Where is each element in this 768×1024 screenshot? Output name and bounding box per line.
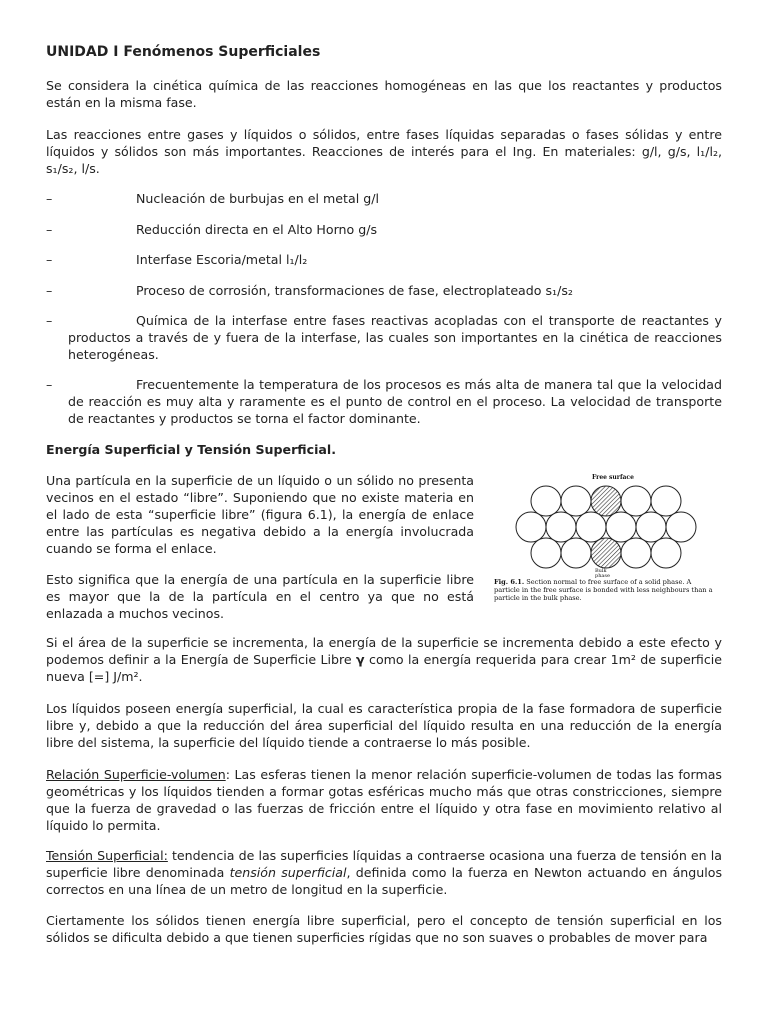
figure-number: Fig. 6.1. xyxy=(494,578,525,586)
text-italic: tensión superficial xyxy=(229,865,347,880)
list-item-text: Química de la interfase entre fases reactivas acopladas con el transporte de reactantes y productos a través de y fuera de la interfase, las cuales son importantes en la cinética de reacciones heterogéneas. xyxy=(68,313,722,362)
paragraph-free-particle: Una partícula en la superficie de un líquido o un sólido no presenta vecinos en el estado “libre”. Suponiendo que no existe materia en el lado de esta “superficie libre” (figura 6.1), la energía de enlace entre las partículas es negativa debido a la energía involucrada cuando se forma el enlace. xyxy=(46,473,474,556)
phase-label: phase xyxy=(595,573,610,578)
paragraph-liquids: Los líquidos poseen energía superficial, la cual es característica propia de la fase formadora de superficie libre y, debido a que la reducción del área superficial del líquido resulta en una reducción de la energía libre del sistema, la superficie del líquido tiende a contraerse lo más posible. xyxy=(46,701,722,750)
section-heading: Energía Superficial y Tensión Superficial. xyxy=(46,442,337,457)
list-item xyxy=(46,312,722,363)
bullet-dash: – xyxy=(46,252,53,267)
paragraph-intro: Se considera la cinética química de las reacciones homogéneas en las que los reactantes y productos están en la misma fase. xyxy=(46,78,722,110)
paragraph-surface-volume xyxy=(46,766,722,834)
gamma-symbol: γ xyxy=(356,652,365,667)
list-item xyxy=(46,251,722,268)
bullet-dash: – xyxy=(46,222,53,237)
paragraph-energy-particle: Esto significa que la energía de una partícula en la superficie libre es mayor que la de la partícula en el centro ya que no está enlazada a muchos vecinos. xyxy=(46,572,474,621)
bullet-dash: – xyxy=(46,283,53,298)
bullet-dash: – xyxy=(46,313,53,328)
list-item-text: Reducción directa en el Alto Horno g/s xyxy=(136,222,378,237)
paragraph-free-energy xyxy=(46,634,722,685)
list-item xyxy=(46,376,722,427)
term-surface-tension: Tensión Superficial: xyxy=(46,848,168,863)
term-surface-volume: Relación Superficie-volumen xyxy=(46,767,226,782)
free-surface-label: Free surface xyxy=(592,474,634,481)
document-title: UNIDAD I Fenómenos Superficiales xyxy=(46,44,321,60)
bullet-dash: – xyxy=(46,191,53,206)
figure-caption xyxy=(494,578,714,602)
bullet-dash: – xyxy=(46,377,53,392)
bulk-label: Bulk xyxy=(595,568,607,574)
list-item xyxy=(46,282,722,299)
text-run: : Las esferas tienen la menor relación superficie-volumen de todas las formas geométricas y los líquidos tienden a formar gotas esféricas mucho más que otras constricciones, siempre que la fuerza de gravedad o las fuerzas de fricción entre el líquido y otra fase en movimiento relativo al líquido lo permita. xyxy=(46,767,722,833)
list-item xyxy=(46,221,722,238)
text-run: Si el área de la superficie se incrementa, la energía de la superficie se incrementa debido a este efecto y podemos definir a la Energía de Superficie Libre xyxy=(46,635,722,667)
list-item-text: Proceso de corrosión, transformaciones de fase, electroplateado s₁/s₂ xyxy=(136,283,573,298)
list-item-text: Nucleación de burbujas en el metal g/l xyxy=(136,191,379,206)
figure-caption-text: Section normal to free surface of a solid phase. A particle in the free surface is bonded with less neighbours than a particle in the bulk phase. xyxy=(494,578,713,602)
particle-rows xyxy=(516,486,696,568)
list-item-text: Frecuentemente la temperatura de los procesos es más alta de manera tal que la velocidad de reacción es muy alta y raramente es el punto de control en el proceso. La velocidad de transporte de reactantes y productos se torna el factor dominante. xyxy=(68,377,722,426)
particle-diagram xyxy=(494,470,714,578)
figure-6-1 xyxy=(494,470,714,620)
text-run: como la energía requerida para crear 1m² de superficie nueva [=] J/m². xyxy=(46,652,722,684)
paragraph-surface-tension xyxy=(46,847,722,898)
text-run: tendencia de las superficies líquidas a contraerse ocasiona una fuerza de tensión en la superficie libre denominada xyxy=(46,848,722,880)
list-item-text: Interfase Escoria/metal l₁/l₂ xyxy=(136,252,308,267)
paragraph-solids: Ciertamente los sólidos tienen energía libre superficial, pero el concepto de tensión superficial en los sólidos se dificulta debido a que tienen superficies rígidas que no son suaves o probables de mover para xyxy=(46,913,722,945)
text-run: , definida como la fuerza en Newton actuando en ángulos correctos en una línea de un metro de longitud en la superficie. xyxy=(46,865,723,897)
paragraph-reactions: Las reacciones entre gases y líquidos o sólidos, entre fases líquidas separadas o fases sólidas y entre líquidos y sólidos son más importantes. Reacciones de interés para el Ing. En materiales: g/l, g/s, l₁/l₂, s₁/s₂, l/s. xyxy=(46,127,722,176)
list-item xyxy=(46,190,722,207)
